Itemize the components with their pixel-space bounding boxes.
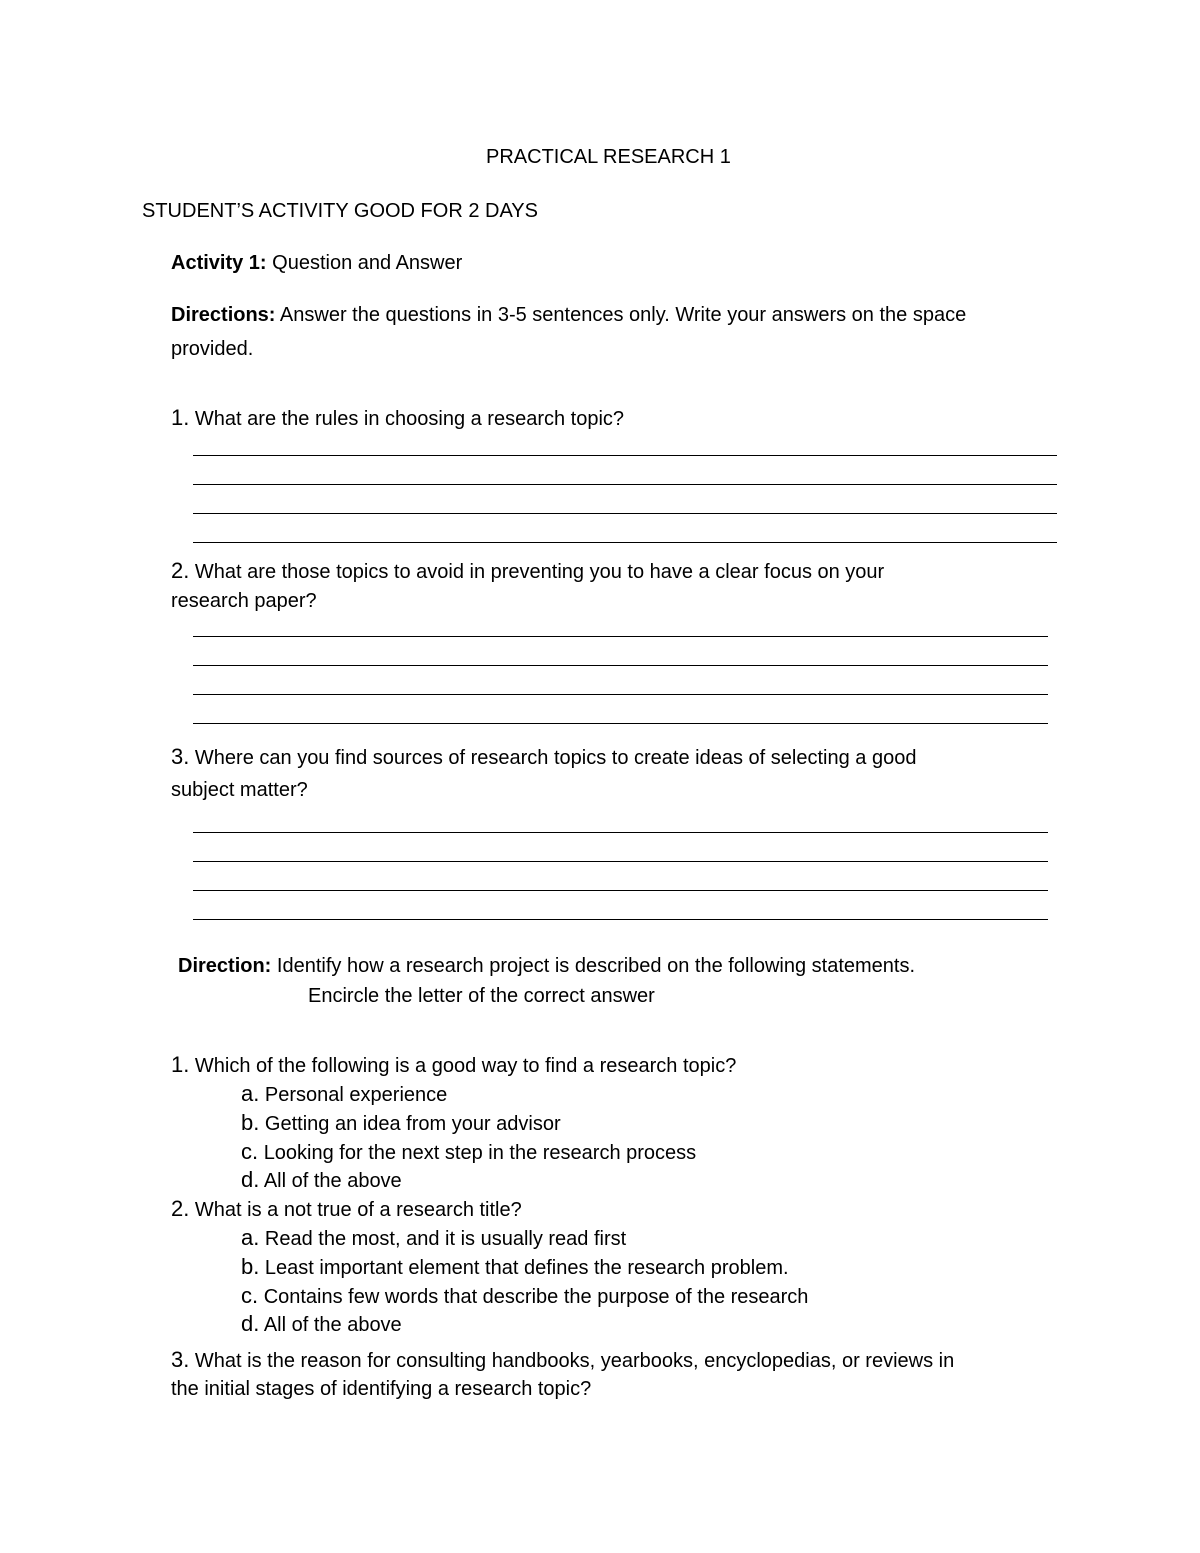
option-letter: c.	[241, 1139, 259, 1164]
question-number: 3.	[171, 744, 190, 769]
option-text: Contains few words that describe the purpose of the research	[263, 1286, 809, 1308]
option-text: Looking for the next step in the research process	[263, 1142, 697, 1164]
question-3	[171, 744, 916, 770]
question-number: 2.	[171, 558, 190, 583]
question-number: 1.	[171, 1052, 190, 1077]
option-letter: d.	[241, 1311, 260, 1336]
direction-2-line-2: Encircle the letter of the correct answer	[308, 985, 655, 1007]
directions-line-1	[171, 303, 966, 327]
mcq-question-1	[171, 1052, 736, 1078]
mcq-option[interactable]	[241, 1225, 626, 1251]
mcq-option[interactable]	[241, 1081, 447, 1107]
question-text: What is the reason for consulting handbooks, yearbooks, encyclopedias, or reviews in	[194, 1350, 955, 1372]
directions-line-2: provided.	[171, 338, 254, 360]
mcq-question-2	[171, 1196, 522, 1222]
mcq-option[interactable]	[241, 1311, 402, 1337]
directions-label: Directions:	[171, 304, 276, 326]
question-number: 3.	[171, 1347, 190, 1372]
mcq-option[interactable]	[241, 1167, 402, 1193]
option-text: All of the above	[263, 1314, 402, 1336]
document-title: PRACTICAL RESEARCH 1	[486, 146, 731, 168]
mcq-option[interactable]	[241, 1283, 808, 1309]
option-text: Least important element that defines the research problem.	[264, 1257, 789, 1279]
mcq-option[interactable]	[241, 1110, 561, 1136]
question-text: What are the rules in choosing a research topic?	[194, 408, 625, 430]
answer-line[interactable]	[193, 861, 1048, 862]
answer-line[interactable]	[193, 484, 1057, 485]
direction-2-line-1	[178, 954, 915, 978]
direction-2-label: Direction:	[178, 955, 272, 977]
mcq-option[interactable]	[241, 1139, 696, 1165]
document-subtitle: STUDENT’S ACTIVITY GOOD FOR 2 DAYS	[142, 200, 538, 222]
question-2-continued: research paper?	[171, 590, 317, 612]
question-2	[171, 558, 884, 584]
option-letter: d.	[241, 1167, 260, 1192]
option-text: Personal experience	[264, 1084, 448, 1106]
answer-line[interactable]	[193, 919, 1048, 920]
question-text: What is a not true of a research title?	[194, 1199, 522, 1221]
question-1	[171, 405, 624, 431]
answer-line[interactable]	[193, 513, 1057, 514]
question-text: Which of the following is a good way to find a research topic?	[194, 1055, 737, 1077]
question-number: 1.	[171, 405, 190, 430]
option-text: Getting an idea from your advisor	[264, 1113, 561, 1135]
option-letter: b.	[241, 1110, 260, 1135]
mcq-option[interactable]	[241, 1254, 789, 1280]
option-text: Read the most, and it is usually read first	[264, 1228, 627, 1250]
activity-text: Question and Answer	[272, 252, 463, 274]
option-letter: b.	[241, 1254, 260, 1279]
mcq-question-3-continued: the initial stages of identifying a research topic?	[171, 1378, 592, 1400]
answer-line[interactable]	[193, 694, 1048, 695]
option-text: All of the above	[263, 1170, 402, 1192]
activity-heading	[171, 251, 462, 275]
question-number: 2.	[171, 1196, 190, 1221]
option-letter: a.	[241, 1225, 260, 1250]
question-3-continued: subject matter?	[171, 779, 308, 801]
answer-line[interactable]	[193, 890, 1048, 891]
direction-2-text: Identify how a research project is described on the following statements.	[276, 955, 916, 977]
option-letter: a.	[241, 1081, 260, 1106]
directions-text: Answer the questions in 3-5 sentences only. Write your answers on the space	[279, 304, 967, 326]
question-text: What are those topics to avoid in preventing you to have a clear focus on your	[194, 561, 885, 583]
answer-line[interactable]	[193, 542, 1057, 543]
answer-line[interactable]	[193, 665, 1048, 666]
option-letter: c.	[241, 1283, 259, 1308]
answer-line[interactable]	[193, 636, 1048, 637]
mcq-question-3	[171, 1347, 954, 1373]
question-text: Where can you find sources of research topics to create ideas of selecting a good	[194, 747, 917, 769]
answer-line[interactable]	[193, 723, 1048, 724]
answer-line[interactable]	[193, 832, 1048, 833]
answer-line[interactable]	[193, 455, 1057, 456]
activity-label: Activity 1:	[171, 252, 267, 274]
